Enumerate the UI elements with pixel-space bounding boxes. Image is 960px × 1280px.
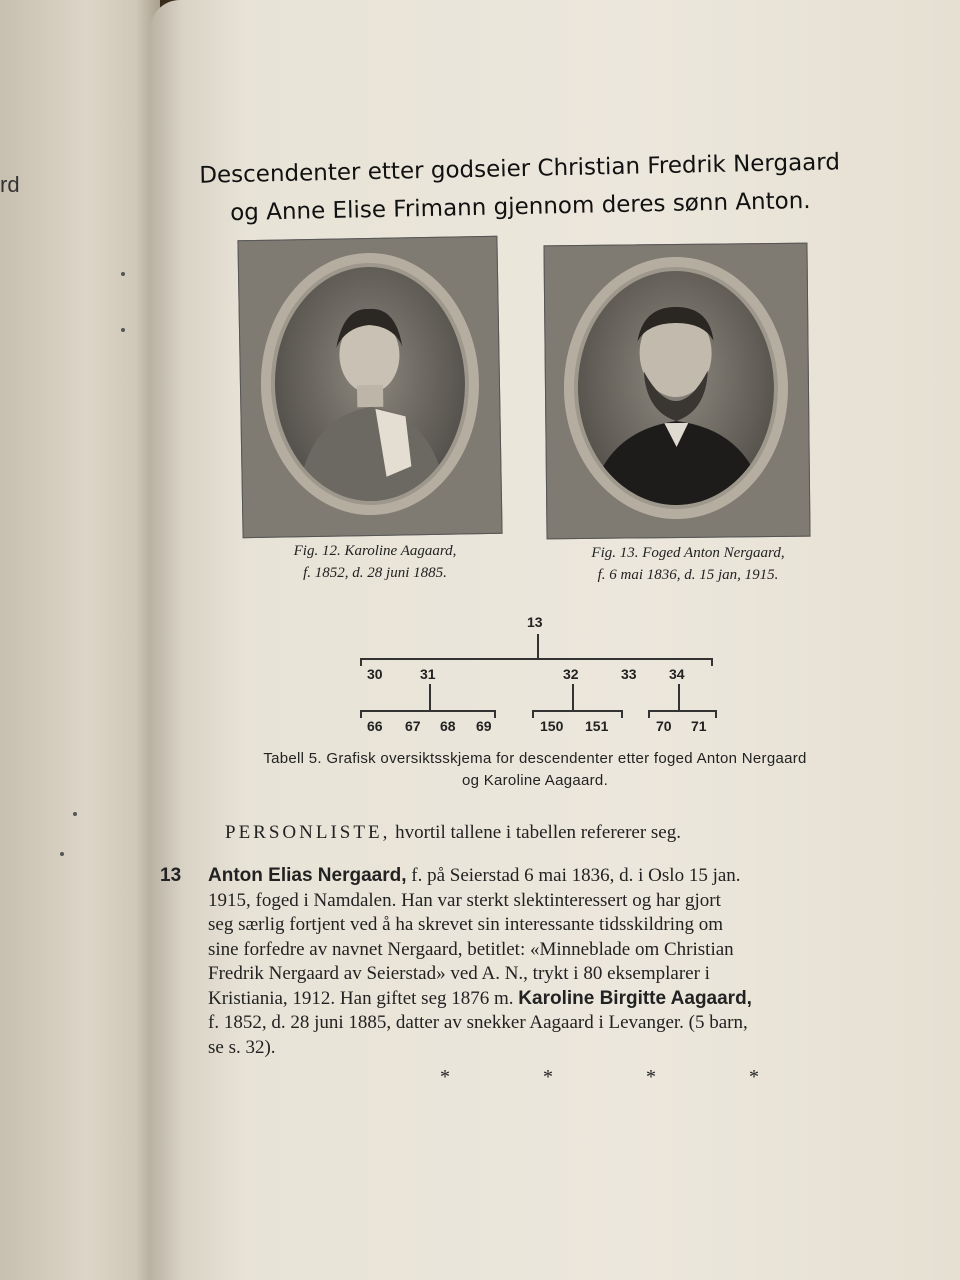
tree-node-grandchild: 150 xyxy=(540,718,564,734)
table-5-caption xyxy=(180,748,890,792)
entry-text-line: Kristiania, 1912. Han giftet seg 1876 m. xyxy=(208,987,519,1009)
tree-connector xyxy=(572,684,574,710)
tree-connector xyxy=(648,710,650,718)
portrait-anton xyxy=(543,243,810,540)
tree-connector xyxy=(360,658,362,666)
tree-connector xyxy=(494,710,496,718)
entry-text-line: se s. 32). xyxy=(208,1036,276,1058)
binding-hole xyxy=(60,852,64,856)
binding-hole xyxy=(121,328,125,332)
tree-node-grandchild: 69 xyxy=(476,718,492,734)
binding-hole xyxy=(73,812,77,816)
figure-12-caption xyxy=(260,540,490,584)
entry-text-line: sine forfedre av navnet Nergaard, betitlet: «Minneblade om Christian xyxy=(208,938,734,960)
figure-13-caption-line-1: Fig. 13. Foged Anton Nergaard, xyxy=(591,545,785,561)
left-page-text: rd xyxy=(0,172,20,197)
tree-node-grandchild: 66 xyxy=(367,718,383,734)
tree-connector xyxy=(532,710,622,712)
table-caption-line-2: og Karoline Aagaard. xyxy=(461,772,609,789)
section-divider-stars: * * * * xyxy=(440,1066,803,1088)
tree-node-child: 32 xyxy=(563,666,579,682)
tree-node-grandchild: 67 xyxy=(405,718,421,734)
tree-connector xyxy=(429,684,431,710)
person-list-title: PERSONLISTE, xyxy=(225,822,391,843)
tree-connector xyxy=(621,710,623,718)
person-list-heading xyxy=(225,822,681,844)
page-title xyxy=(189,143,850,233)
title-line-1: Descendenter etter godseier Christian Fredrik Nergaard xyxy=(199,149,841,189)
entry-text-line: Fredrik Nergaard av Seierstad» ved A. N., trykt i 80 eksemplarer i xyxy=(208,963,710,984)
entry-text-line: seg særlig fortjent ved å ha skrevet sin interessante tidsskildring om xyxy=(208,914,724,935)
tree-connector xyxy=(360,710,362,718)
figure-13-caption-line-2: f. 6 mai 1836, d. 15 jan, 1915. xyxy=(597,567,779,583)
tree-connector xyxy=(678,684,680,710)
tree-connector xyxy=(537,634,539,658)
tree-node-grandchild: 68 xyxy=(440,718,456,734)
tree-connector xyxy=(648,710,716,712)
entry-text-line: 1915, foged i Namdalen. Han var sterkt slektinteressert og har gjort xyxy=(208,889,721,911)
tree-connector xyxy=(360,710,495,712)
entry-number: 13 xyxy=(160,865,182,886)
title-line-2: og Anne Elise Frimann gjennom deres sønn Anton. xyxy=(229,187,811,227)
man-figure xyxy=(577,270,775,506)
tree-connector xyxy=(711,658,713,666)
tree-connector xyxy=(360,658,712,660)
tree-node-child: 34 xyxy=(669,666,685,682)
figure-12-caption-line-1: Fig. 12. Karoline Aagaard, xyxy=(293,543,457,559)
tree-connector xyxy=(715,710,717,718)
tree-node-child: 33 xyxy=(621,666,637,682)
binding-hole xyxy=(121,272,125,276)
tree-node-grandchild: 71 xyxy=(691,718,707,734)
tree-node-root: 13 xyxy=(527,614,543,630)
tree-node-grandchild: 151 xyxy=(585,718,609,734)
person-list-subtitle: hvortil tallene i tabellen refererer seg. xyxy=(390,822,681,843)
portrait-photo xyxy=(577,270,775,506)
table-caption-line-1: Tabell 5. Grafisk oversiktsskjema for descendenter etter foged Anton Nergaard xyxy=(263,750,807,767)
entry-text-line: f. på Seierstad 6 mai 1836, d. i Oslo 15 jan. xyxy=(406,865,741,886)
entry-spouse-name: Karoline Birgitte Aagaard, xyxy=(518,987,752,1009)
portrait-karoline xyxy=(237,236,502,538)
tree-connector xyxy=(532,710,534,718)
person-entry-13 xyxy=(160,864,950,1060)
left-page xyxy=(0,0,160,1280)
entry-name: Anton Elias Nergaard, xyxy=(208,865,407,886)
figure-12-caption-line-2: f. 1852, d. 28 juni 1885. xyxy=(303,565,447,581)
tree-node-grandchild: 70 xyxy=(656,718,672,734)
entry-text-line: f. 1852, d. 28 juni 1885, datter av snekker Aagaard i Levanger. (5 barn, xyxy=(208,1012,748,1033)
tree-node-child: 31 xyxy=(420,666,436,682)
tree-node-child: 30 xyxy=(367,666,383,682)
figure-13-caption xyxy=(558,542,818,586)
